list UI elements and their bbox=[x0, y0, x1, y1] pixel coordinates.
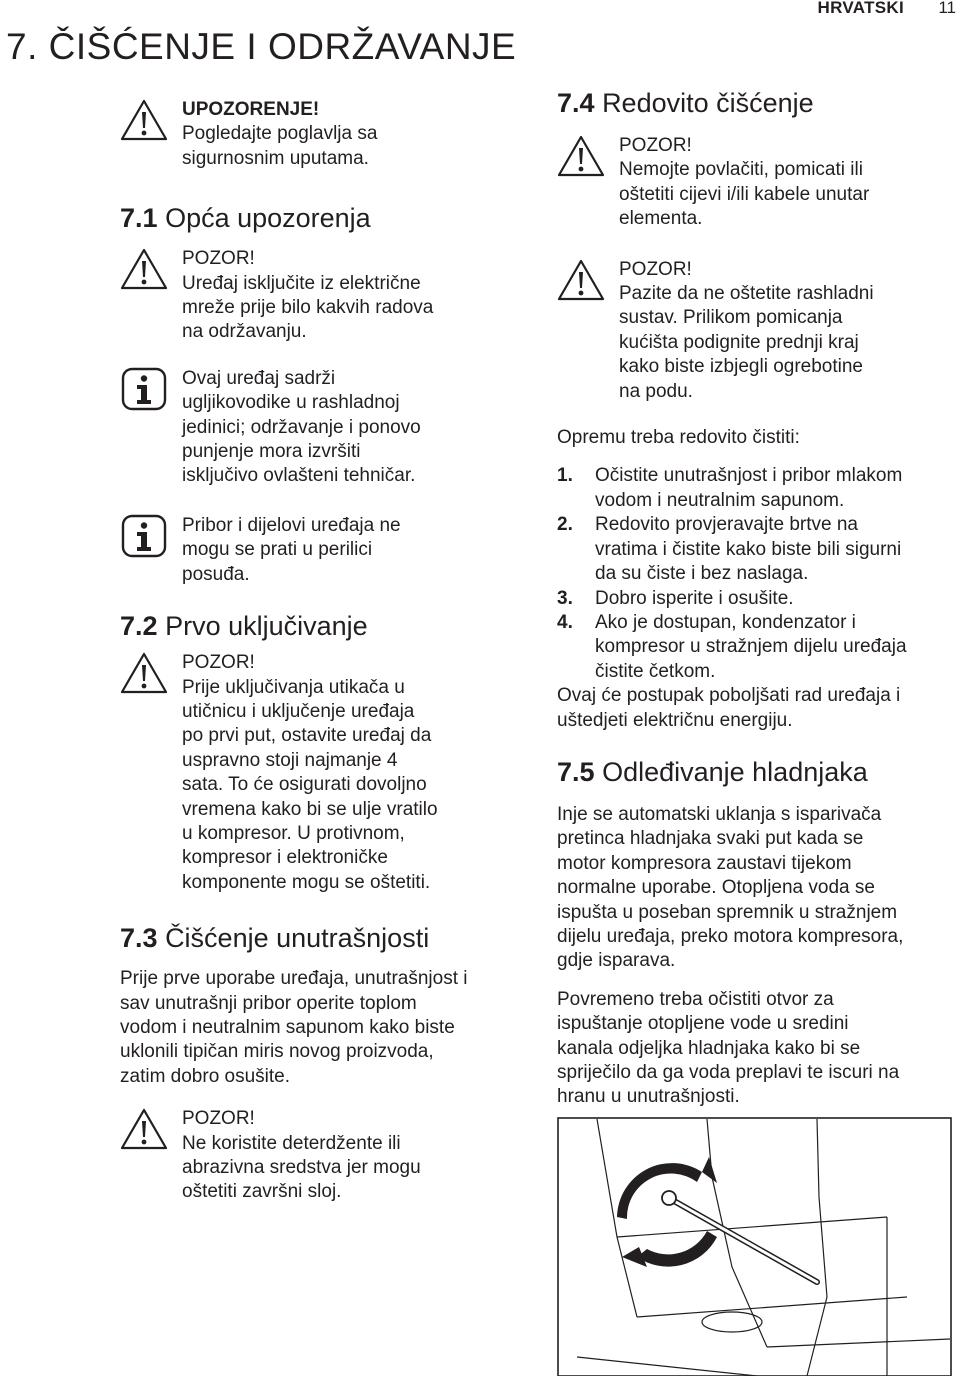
section-7-3-title bbox=[120, 921, 520, 955]
defrost-drain-illustration bbox=[557, 1117, 952, 1376]
list-item bbox=[557, 513, 957, 586]
caution-notice bbox=[557, 258, 957, 404]
warning-triangle-icon bbox=[557, 134, 605, 178]
left-column bbox=[120, 94, 520, 1205]
step-text: Dobro isperite i osušite. bbox=[595, 587, 794, 609]
section-number: 7.2 bbox=[120, 611, 158, 642]
section-paragraph: Prije prve uporabe uređaja, unutrašnjost i sav unutrašnji pribor operite toplom vodom i neutralnim sapunom kako biste uklonili tipičan miris novog proizvoda, zatim dobro osušite. bbox=[120, 968, 468, 1087]
list-item bbox=[557, 587, 957, 611]
header-language: HRVATSKI bbox=[817, 0, 904, 17]
caution-label: POZOR! bbox=[182, 652, 255, 674]
section-number: 7.3 bbox=[120, 923, 158, 954]
chapter-title: 7. ČIŠĆENJE I ODRŽAVANJE bbox=[6, 26, 517, 67]
caution-label: POZOR! bbox=[619, 258, 692, 280]
info-notice bbox=[120, 514, 520, 587]
caution-text: Uređaj isključite iz električne mreže prije bilo kakvih radova na održavanju. bbox=[182, 272, 434, 343]
caution-notice bbox=[120, 651, 520, 895]
warning-triangle-icon bbox=[120, 1107, 168, 1151]
step-text: Ako je dostupan, kondenzator i kompresor u stražnjem dijelu uređaja čistite četkom. bbox=[595, 611, 907, 682]
section-number: 7.5 bbox=[557, 756, 595, 787]
info-text: Ovaj uređaj sadrži ugljikovodike u rashladnoj jedinici; održavanje i ponovo punjenje mora izvršiti isključivo ovlašteni tehničar. bbox=[182, 367, 421, 487]
section-paragraph: Povremeno treba očistiti otvor za ispuštanje otopljene vode u sredini kanala odjeljka hladnjaka kako bi se spriječilo da ga voda preplavi te iscuri na hranu u unutrašnjosti. bbox=[557, 988, 900, 1108]
caution-notice bbox=[120, 1107, 520, 1205]
section-7-1-title bbox=[120, 201, 520, 235]
warning-triangle-icon bbox=[120, 247, 168, 291]
step-number: 1. bbox=[557, 465, 573, 487]
section-number: 7.1 bbox=[120, 203, 158, 234]
section-7-2-title bbox=[120, 609, 520, 643]
caution-text: Pazite da ne oštetite rashladni sustav. Prilikom pomicanja kućišta podignite prednji kraj kako biste izbjegli ogrebotine na podu. bbox=[619, 283, 874, 402]
section-paragraph: Inje se automatski uklanja s isparivača pretinca hladnjaka svaki put kada se motor kompresora zaustavi tijekom normalne uporabe. Otopljena voda se ispušta u poseban spremnik u stražnjem dijelu uređaja, preko motora kompresora, gdje isparava. bbox=[557, 803, 904, 972]
list-item bbox=[557, 464, 957, 513]
section-7-4-title bbox=[557, 86, 957, 120]
warning-triangle-icon bbox=[557, 258, 605, 302]
step-text: Redovito provjeravajte brtve na vratima i čistite kako biste bili sigurni da su čiste i bez naslaga. bbox=[595, 514, 902, 585]
section-title-text: Opća upozorenja bbox=[165, 203, 371, 234]
step-text: Očistite unutrašnjost i pribor mlakom vodom i neutralnim sapunom. bbox=[595, 465, 903, 511]
caution-label: POZOR! bbox=[182, 1108, 255, 1130]
section-number: 7.4 bbox=[557, 88, 595, 118]
section-7-5-title bbox=[557, 755, 957, 789]
page-number: 11 bbox=[938, 0, 956, 17]
warning-notice bbox=[120, 98, 520, 171]
cleaning-steps bbox=[557, 464, 957, 684]
right-column bbox=[557, 86, 957, 1110]
section-title-text: Prvo uključivanje bbox=[165, 611, 368, 642]
info-notice bbox=[120, 367, 520, 489]
caution-text: Nemojte povlačiti, pomicati ili oštetiti cijevi i/ili kabele unutar elementa. bbox=[619, 159, 870, 230]
list-item bbox=[557, 611, 957, 684]
warning-label: UPOZORENJE! bbox=[182, 99, 320, 120]
step-number: 4. bbox=[557, 611, 573, 633]
info-icon bbox=[120, 514, 168, 558]
caution-notice bbox=[120, 247, 520, 345]
caution-label: POZOR! bbox=[182, 248, 255, 270]
section-title-text: Čišćenje unutrašnjosti bbox=[165, 923, 430, 954]
warning-triangle-icon bbox=[120, 98, 168, 142]
caution-label: POZOR! bbox=[619, 135, 692, 156]
warning-text: Pogledajte poglavlja sa sigurnosnim uputama. bbox=[182, 123, 378, 169]
warning-triangle-icon bbox=[120, 651, 168, 695]
section-title-text: Redovito čišćenje bbox=[602, 88, 814, 118]
caution-text: Ne koristite deterdžente ili abrazivna sredstva jer mogu oštetiti završni sloj. bbox=[182, 1132, 421, 1203]
step-number: 3. bbox=[557, 587, 573, 609]
caution-text: Prije uključivanja utikača u utičnicu i uključenje uređaja po prvi put, ostavite uređaj da uspravno stoji najmanje 4 sata. To će osigurati dovoljno vremena kako bi se ulje vratilo u kompresor. U protivnom, kompresor i elektroničke komponente mogu se oštetiti. bbox=[182, 676, 438, 893]
section-title-text: Odleđivanje hladnjaka bbox=[602, 756, 868, 787]
steps-outro: Ovaj će postupak poboljšati rad uređaja i uštedjeti električnu energiju. bbox=[557, 685, 901, 731]
info-icon bbox=[120, 367, 168, 411]
caution-notice bbox=[557, 134, 957, 232]
info-text: Pribor i dijelovi uređaja ne mogu se prati u perilici posuđa. bbox=[182, 514, 401, 585]
step-number: 2. bbox=[557, 514, 573, 536]
steps-intro: Opremu treba redovito čistiti: bbox=[557, 427, 800, 449]
